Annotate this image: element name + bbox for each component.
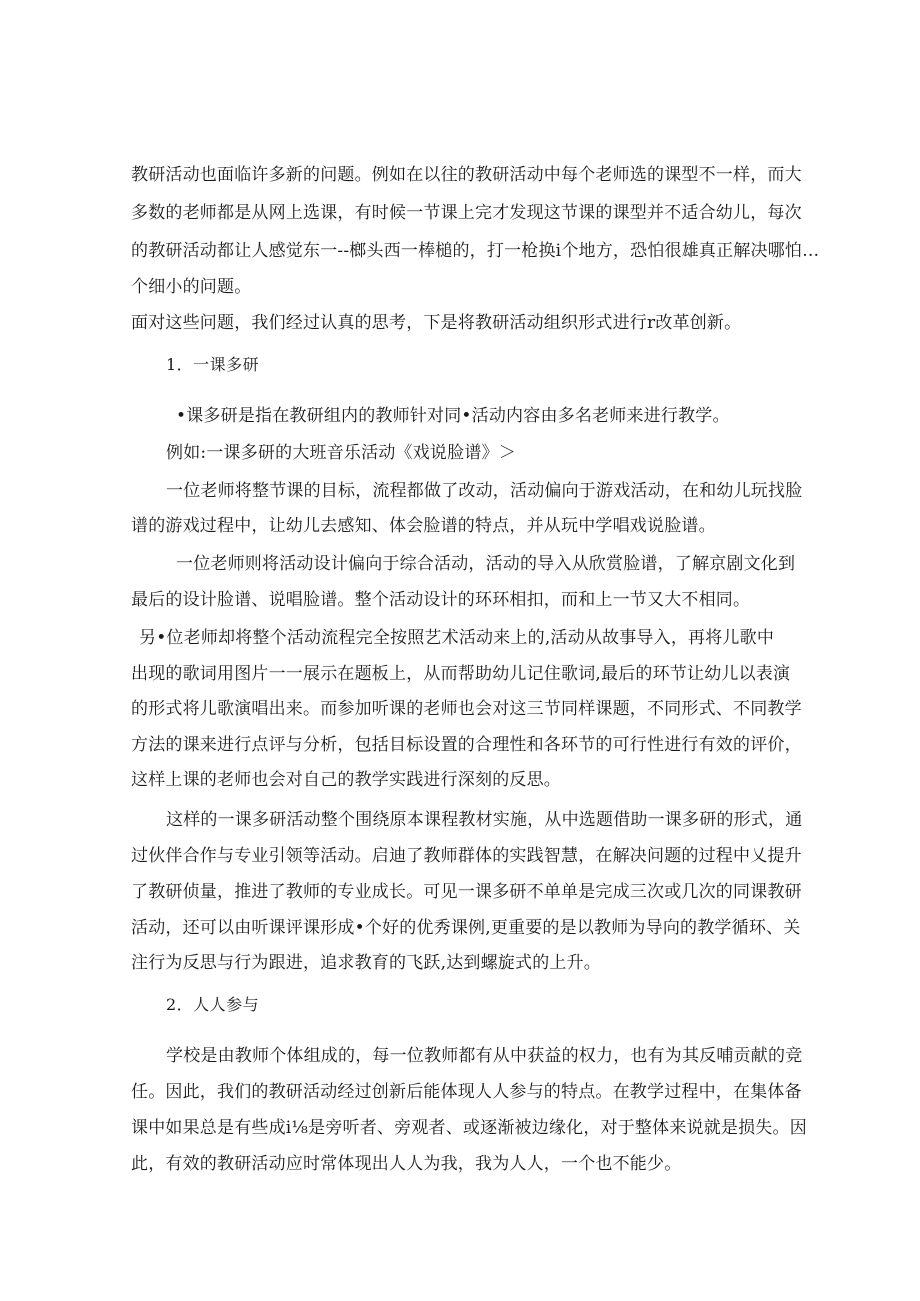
paragraph-line: 一位老师则将活动设计偏向于综合活动，活动的导入从欣赏脸谱，了解京剧文化到 — [176, 554, 796, 574]
intro-line: 教研活动也面临许多新的问题。例如在以往的教研活动中每个老师选的课型不一样，而大 — [131, 165, 802, 185]
paragraph-line: 学校是由教师个体组成的，每一位教师都有从中获益的权力，也有为其反哺贡献的竞 — [166, 1046, 803, 1066]
intro-line: 多数的老师都是从网上选课，有时候一节课上完才发现这节课的课型并不适合幼儿，每次 — [131, 203, 802, 223]
paragraph-line: 这样的一课多研活动整个围绕原本课程教材实施，从中选题借助一课多研的形式，通 — [166, 810, 803, 830]
paragraph-line: 活动，还可以由听课评课形成•个好的优秀课例,更重要的是以教师为导向的教学循环、关 — [131, 918, 801, 938]
section-heading-2: 2．人人参与 — [166, 995, 260, 1014]
paragraph-line: •课多研是指在教研组内的教师针对同•活动内容由多名老师来进行教学。 — [176, 406, 730, 426]
paragraph-line: 此，有效的教研活动应时常体现出人人为我，我为人人，一个也不能少。 — [131, 1154, 682, 1174]
paragraph-line: 过伙伴合作与专业引领等活动。启迪了教师群体的实践智慧，在解决问题的过程中乂提升 — [131, 846, 802, 866]
paragraph-line: 例如:一课多研的大班音乐活动《戏说脸谱》＞ — [166, 443, 516, 463]
paragraph-line: 出现的歌词用图片一一展示在题板上，从而帮助幼儿记住歌词,最后的环节让幼儿以表演 — [131, 664, 791, 684]
paragraph-line: 注行为反思与行为跟进，追求教育的飞跃,达到螺旋式的上升。 — [131, 953, 602, 973]
paragraph-line: 的形式将儿歌演唱出来。而参加听课的老师也会对这三节同样课题，不同形式、不同教学 — [131, 699, 802, 719]
paragraph-line: 一位老师将整节课的目标，流程都做了改动，活动偏向于游戏活动，在和幼儿玩找脸 — [166, 481, 803, 501]
paragraph-line: 课中如果总是有些成i⅛是旁听者、旁观者、或逐渐被边缘化，对于整体来说就是损失。因 — [131, 1118, 807, 1138]
intro-line: 个细小的问题。 — [131, 277, 252, 297]
paragraph-line: 最后的设计脸谱、说唱脸谱。整个活动设计的环环相扣，而和上一节又大不相同。 — [131, 590, 751, 610]
paragraph-line: 谱的游戏过程中，让幼儿去感知、体会脸谱的特点，并从玩中学唱戏说脸谱。 — [131, 516, 716, 536]
intro-line: 面对这些问题，我们经过认真的思考，下是将教研活动组织形式进行r改革创新。 — [131, 313, 742, 333]
paragraph-line: 这样上课的老师也会对自己的教学实践进行深刻的反思。 — [131, 770, 561, 790]
paragraph-line: 方法的课来进行点评与分析，包括目标设置的合理性和各环节的可行性进行有效的评价， — [131, 735, 802, 755]
paragraph-line: 任。因此，我们的教研活动经过创新后能体现人人参与的特点。在教学过程中，在集体备 — [131, 1082, 802, 1102]
section-heading-1: 1．一课多研 — [166, 355, 260, 374]
paragraph-line: 另•位老师却将整个活动流程完全按照艺术活动来上的,活动从故事导入，再将儿歌中 — [139, 628, 775, 648]
paragraph-line: 了教研侦量，推进了教师的专业成长。可见一课多研不单单是完成三次或几次的同课教研 — [131, 882, 802, 902]
intro-line: 的教研活动都让人感觉东一--榔头西一棒槌的，打一枪换i个地方，恐怕很雄真正解决哪怕… — [131, 241, 820, 261]
